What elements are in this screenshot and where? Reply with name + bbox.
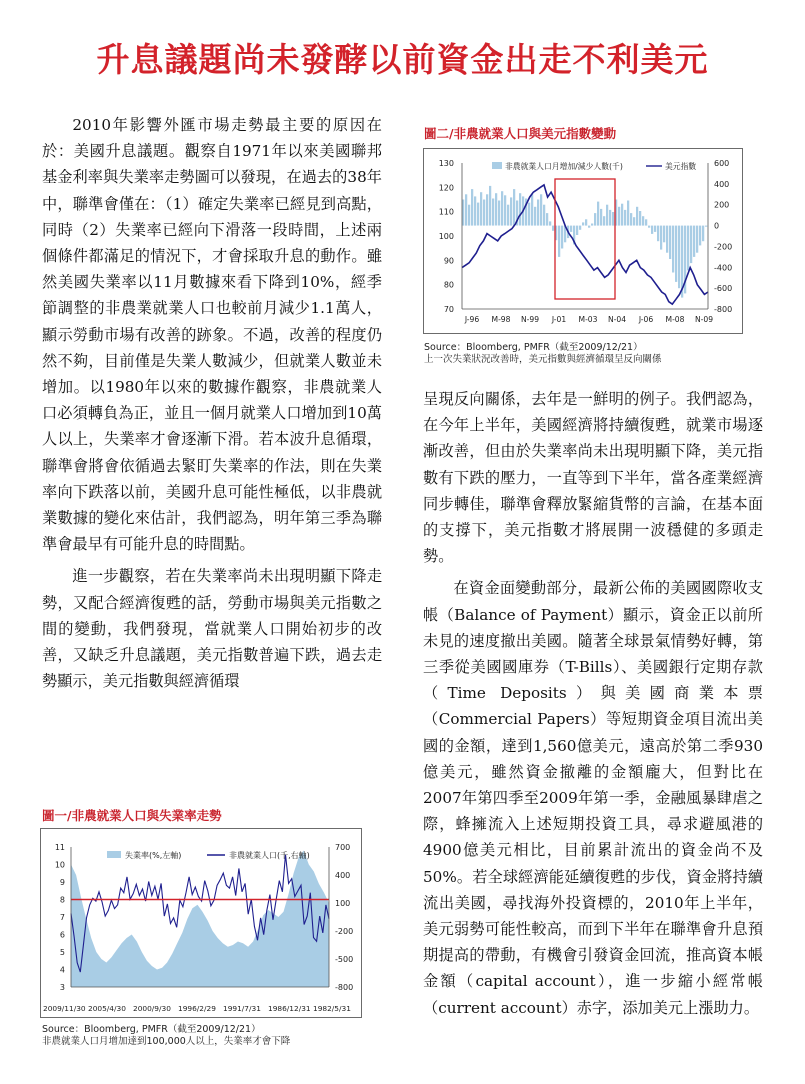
figure2-caption: 圖二/非農就業人口與美元指數變動 xyxy=(424,126,617,141)
payroll-bar xyxy=(468,205,470,226)
payroll-bar xyxy=(660,226,662,250)
payroll-bar xyxy=(603,216,605,225)
payroll-bar xyxy=(591,224,593,226)
x-tick-label: 2009/11/30 xyxy=(43,1004,86,1013)
payroll-bar xyxy=(480,192,482,225)
payroll-bar xyxy=(687,226,689,271)
payroll-bar xyxy=(609,210,611,226)
payroll-bar xyxy=(594,213,596,226)
y-right-tick-label: -200 xyxy=(335,927,354,936)
payroll-bar xyxy=(672,226,674,273)
payroll-bar xyxy=(510,197,512,225)
y-right-tick-label: -800 xyxy=(714,305,733,314)
x-tick-label: J-06 xyxy=(638,315,654,324)
x-tick-label: 1996/2/29 xyxy=(178,1004,216,1013)
x-tick-label: N-04 xyxy=(607,315,627,324)
payroll-bar xyxy=(588,226,590,228)
payroll-bar xyxy=(705,226,707,227)
payroll-bar xyxy=(507,205,509,226)
x-tick-label: J-01 xyxy=(551,315,567,324)
x-tick-label: 2005/4/30 xyxy=(88,1004,126,1013)
figure1-note-line: 非農就業人口月增加達到100,000人以上，失業率才會下降 xyxy=(42,1036,291,1047)
payroll-bar xyxy=(621,204,623,226)
payroll-bar xyxy=(501,191,503,225)
y-right-tick-label: 600 xyxy=(714,159,730,168)
figure2-chart xyxy=(423,148,743,334)
figure1-source-line: Source：Bloomberg, PMFR（截至2009/12/21） xyxy=(42,1024,261,1035)
y-left-tick-label: 10 xyxy=(54,860,65,870)
x-tick-label: M-98 xyxy=(491,315,511,324)
x-tick-label: 2000/9/30 xyxy=(133,1004,171,1013)
payroll-bar xyxy=(666,226,668,253)
y-left-tick-label: 7 xyxy=(59,913,65,922)
y-right-tick-label: 700 xyxy=(335,843,351,852)
paragraph: 進一步觀察，若在失業率尚未出現明顯下降走勢，又配合經濟復甦的話，勞動市場與美元指數之間的變動，我們發現，當就業人口開始初步的改善，又缺乏升息議題，美元指數普遍下跌，過去走勢顯示，美元指數與經濟循環 xyxy=(42,567,382,691)
payroll-bar xyxy=(696,226,698,253)
payroll-bar xyxy=(570,226,572,232)
payroll-bar xyxy=(630,213,632,226)
y-left-tick-label: 110 xyxy=(438,207,454,217)
y-left-tick-label: 3 xyxy=(59,983,65,992)
figure2-note-line: 上一次失業狀況改善時，美元指數與經濟循環呈反向關係 xyxy=(424,354,662,365)
payroll-bar xyxy=(477,203,479,226)
payroll-bar xyxy=(618,207,620,226)
figure2-source xyxy=(424,342,662,366)
payroll-bar xyxy=(606,205,608,226)
y-right-tick-label: 0 xyxy=(714,221,720,231)
payroll-bar xyxy=(489,186,491,226)
figure1-chart xyxy=(40,828,362,1018)
y-right-tick-label: -200 xyxy=(714,242,733,252)
payroll-bar xyxy=(636,207,638,226)
legend-area-label: 失業率(%,左軸) xyxy=(125,851,182,860)
payroll-bar xyxy=(498,201,500,226)
figure2-svg xyxy=(424,149,742,333)
payroll-bar xyxy=(471,189,473,226)
y-right-tick-label: -600 xyxy=(714,284,733,294)
article-right-column xyxy=(423,386,763,1021)
payroll-bar xyxy=(534,207,536,226)
x-tick-label: J-96 xyxy=(464,315,480,324)
legend-bar-swatch xyxy=(492,162,502,169)
legend-line-label: 非農就業人口(千,右軸) xyxy=(229,851,310,860)
article-left-column xyxy=(42,112,382,694)
payroll-bar xyxy=(600,209,602,226)
payroll-bar xyxy=(639,211,641,226)
x-tick-label: N-99 xyxy=(520,315,540,324)
page-title: 升息議題尚未發酵以前資金出走不利美元 xyxy=(96,40,709,79)
y-left-tick-label: 80 xyxy=(443,280,454,290)
x-tick-label: 1986/12/31 xyxy=(268,1004,311,1013)
y-left-tick-label: 11 xyxy=(54,843,65,852)
y-left-tick-label: 5 xyxy=(59,948,65,957)
payroll-bar xyxy=(582,222,584,225)
payroll-bar xyxy=(465,194,467,225)
x-tick-label: N-09 xyxy=(694,315,714,324)
payroll-bar xyxy=(642,216,644,225)
y-right-tick-label: -400 xyxy=(714,263,733,273)
payroll-bar xyxy=(699,226,701,246)
payroll-bar xyxy=(597,202,599,226)
x-tick-label: M-03 xyxy=(578,315,598,324)
payroll-bar xyxy=(495,193,497,225)
figure1-caption: 圖一/非農就業人口與失業率走勢 xyxy=(42,808,222,823)
x-tick-label: 1991/7/31 xyxy=(223,1004,261,1013)
payroll-bar xyxy=(669,226,671,259)
x-tick-label: M-08 xyxy=(665,315,685,324)
paragraph: 2010年影響外匯市場走勢最主要的原因在於：美國升息議題。觀察自1971年以來美國聯邦基金利率與失業率走勢圖可以發現，在過去的38年中，聯準會僅在：（1）確定失業率已經見到高點，同時（2）失業率已經向下滑落一段時間，上述兩個條件都滿足的情況下，才會採取升息的動作。雖然美國失業率以11月數據來看下降到10%，經季節調整的非農業就業人口也較前月減少1.1萬人，顯示勞動市場有改善的跡象。不過，改善的程度仍然不夠，目前僅是失業人數減少，但就業人數並未增加。以1980年以來的數據作觀察，非農就業人口必須轉負為正，並且一個月就業人口增加到10萬人以上，失業率才會逐漸下滑。若本波升息循環，聯準會將會依循過去緊盯失業率的作法，則在失業率向下跌落以前，美國升息可能性極低，以非農就業數據的變化來估計，我們認為，明年第三季為聯準會最早有可能升息的時間點。 xyxy=(42,116,382,554)
payroll-bar xyxy=(474,196,476,225)
payroll-bar xyxy=(624,210,626,226)
legend-bar-label: 非農就業人口月增加/減少人數(千) xyxy=(505,162,623,171)
payroll-bar xyxy=(678,226,680,289)
payroll-bar xyxy=(540,194,542,225)
y-left-tick-label: 8 xyxy=(59,895,65,905)
y-right-tick-label: 400 xyxy=(335,871,351,880)
payroll-bar xyxy=(657,226,659,242)
payroll-bar xyxy=(693,226,695,257)
payroll-bar xyxy=(537,200,539,226)
payroll-bar xyxy=(645,219,647,225)
payroll-bar xyxy=(552,226,554,231)
payroll-bar xyxy=(576,226,578,235)
payroll-bar xyxy=(486,194,488,225)
legend-area-swatch xyxy=(107,851,121,858)
y-left-tick-label: 120 xyxy=(438,183,454,193)
figure1-svg xyxy=(41,829,361,1017)
payroll-bar xyxy=(579,226,581,230)
y-left-tick-label: 9 xyxy=(59,878,65,887)
payroll-bar xyxy=(528,203,530,226)
legend-line-label: 美元指數 xyxy=(665,162,697,171)
paragraph: 呈現反向關係，去年是一鮮明的例子。我們認為，在今年上半年，美國經濟將持續復甦，就業市場逐漸改善，但由於失業率尚未出現明顯下降，美元指數有下跌的壓力，一直等到下半年，當各產業經濟同步轉佳，聯準會釋放緊縮貨幣的言論，在基本面的支撐下，美元指數才將展開一波穩健的多頭走勢。 xyxy=(423,390,763,566)
payroll-bar xyxy=(633,217,635,225)
paragraph: 在資金面變動部分，最新公佈的美國國際收支帳（Balance of Payment）顯示，資金正以前所未見的速度撤出美國。隨著全球景氣情勢好轉，第三季從美國國庫券（T-Bills）、美國銀行定期存款（Time Deposits）與美國商業本票（Commercial Papers）等短期資金項目流出美國的金額，達到1,560億美元，遠高於第二季930億美元，雖然資金撤離的金額龐大，但對比在2007年第四季至2009年第一季，金融風暴肆虐之際，蜂擁流入上述短期投資工具，尋求避風港的4900億美元相比，目前累計流出的資金尚不及50%。若全球經濟能延續復甦的步伐，資金將持續流出美國，尋找海外投資標的，2010年上半年，美元弱勢可能性較高，而到下半年在聯準會升息預期提高的帶動，有機會引發資金回流，推高資本帳金額（capital account），進一步縮小經常帳（current account）赤字，添加美元上漲助力。 xyxy=(423,579,763,1017)
payroll-bar xyxy=(675,226,677,282)
y-left-tick-label: 90 xyxy=(443,256,454,266)
payroll-bar xyxy=(513,189,515,226)
payroll-bar xyxy=(651,226,653,234)
payroll-bar xyxy=(483,200,485,226)
payroll-bar xyxy=(531,194,533,225)
payroll-bar xyxy=(612,212,614,226)
unemployment-area xyxy=(71,851,329,988)
payroll-bar xyxy=(654,226,656,232)
y-right-tick-label: 400 xyxy=(714,179,730,189)
y-left-tick-label: 70 xyxy=(443,305,454,314)
payroll-bar xyxy=(504,195,506,225)
payroll-bar xyxy=(702,226,704,242)
y-right-tick-label: 100 xyxy=(335,899,351,908)
payroll-bar xyxy=(549,221,551,225)
payroll-bar xyxy=(543,205,545,226)
x-tick-label: 1982/5/31 xyxy=(313,1004,351,1013)
figure2-source-line: Source：Bloomberg, PMFR（截至2009/12/21） xyxy=(424,342,643,353)
payroll-bar xyxy=(627,201,629,226)
payroll-bar xyxy=(558,226,560,257)
payroll-bar xyxy=(585,219,587,225)
payroll-bar xyxy=(690,226,692,264)
y-right-tick-label: -800 xyxy=(335,983,354,992)
figure1-source xyxy=(42,1024,290,1048)
payroll-bar xyxy=(492,199,494,226)
payroll-bar xyxy=(519,193,521,225)
payroll-bar xyxy=(561,226,563,249)
payroll-bar xyxy=(648,226,650,228)
y-left-tick-label: 100 xyxy=(438,232,454,241)
y-left-tick-label: 4 xyxy=(59,965,65,975)
payroll-bar xyxy=(546,213,548,226)
payroll-bar xyxy=(663,226,665,243)
y-right-tick-label: 200 xyxy=(714,200,730,210)
y-left-tick-label: 6 xyxy=(59,930,65,940)
y-right-tick-label: -500 xyxy=(335,955,354,964)
y-left-tick-label: 130 xyxy=(438,159,454,168)
